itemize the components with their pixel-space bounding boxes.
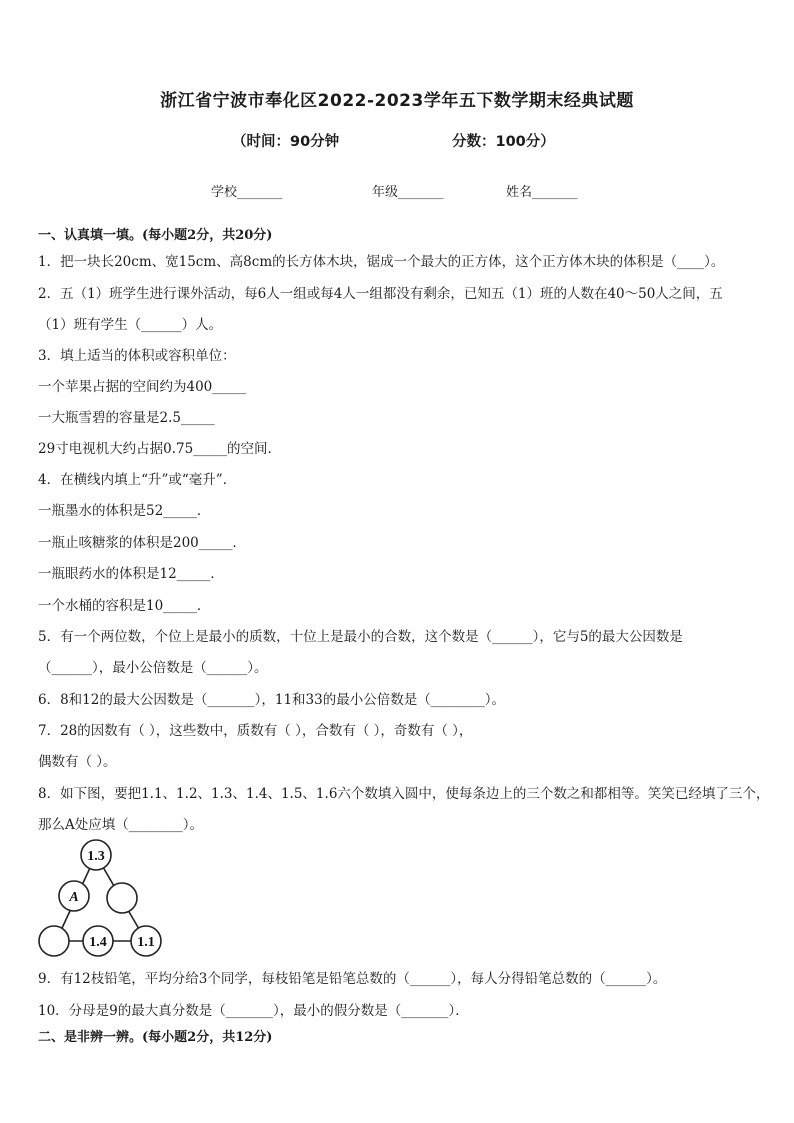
question-3-item-2: 一大瓶雪碧的容量是2.5_____	[38, 410, 215, 426]
question-10: 10．分母是9的最大真分数是（_______），最小的假分数是（_______）．	[38, 1003, 469, 1019]
question-4-item-1: 一瓶墨水的体积是52_____．	[38, 503, 211, 519]
question-4-item-2: 一瓶止咳糖浆的体积是200_____．	[38, 535, 247, 551]
section-2-heading: 二、是非辨一辨。(每小题2分，共12分)	[38, 1030, 273, 1045]
triangle-circle-diagram	[36, 838, 166, 958]
exam-score: 分数：100分）	[452, 134, 555, 150]
question-6: 6．8和12的最大公因数是（_______），11和33的最小公倍数是（________）。	[38, 692, 505, 708]
question-7-line-2: 偶数有（ ）。	[38, 754, 117, 770]
question-4-item-3: 一瓶眼药水的体积是12_____．	[38, 566, 224, 582]
label-top: 1.3	[87, 849, 105, 864]
grade-field: 年级_______	[372, 185, 444, 200]
circle-right-mid	[107, 883, 137, 913]
question-4: 4．在横线内填上“升”或“毫升”．	[38, 472, 237, 488]
circle-bottom-left	[39, 926, 69, 956]
question-1: 1．把一块长20cm、宽15cm、高8cm的长方体木块，锯成一个最大的正方体，这个正方体木块的体积是（____）。	[38, 254, 725, 270]
question-3-item-1: 一个苹果占据的空间约为400_____	[38, 379, 247, 395]
question-5-line-1: 5．有一个两位数，个位上是最小的质数，十位上是最小的合数，这个数是（______），它与5的最大公因数是	[38, 629, 683, 645]
exam-time: （时间：90分钟	[232, 134, 340, 150]
question-3: 3．填上适当的体积或容积单位：	[38, 348, 236, 364]
question-8-line-1: 8．如下图，要把1.1、1.2、1.3、1.4、1.5、1.6六个数填入圆中，使每条边上的三个数之和都相等。笑笑已经填了三个，	[38, 786, 770, 802]
question-7-line-1: 7．28的因数有（ ），这些数中，质数有（ ），合数有（ ），奇数有（ ），	[38, 723, 473, 739]
label-bottom-mid: 1.4	[89, 935, 107, 950]
label-left-mid: A	[69, 890, 79, 905]
exam-title: 浙江省宁波市奉化区2022-2023学年五下数学期末经典试题	[160, 91, 634, 111]
question-9: 9．有12枝铅笔，平均分给3个同学，每枝铅笔是铅笔总数的（______），每人分得铅笔总数的（______）。	[38, 971, 667, 987]
question-3-item-3: 29寸电视机大约占据0.75_____的空间．	[38, 441, 281, 457]
section-1-heading: 一、认真填一填。(每小题2分，共20分)	[38, 228, 273, 243]
question-8-line-2: 那么A处应填（________）。	[38, 817, 203, 833]
question-4-item-4: 一个水桶的容积是10_____．	[38, 598, 211, 614]
question-2-line-2: （1）班有学生（______）人。	[38, 317, 223, 333]
school-field: 学校_______	[211, 185, 283, 200]
question-5-line-2: （______），最小公倍数是（______）。	[38, 660, 268, 676]
question-2-line-1: 2．五（1）班学生进行课外活动，每6人一组或每4人一组都没有剩余，已知五（1）班的人数在40～50人之间，五	[38, 286, 723, 302]
label-bottom-right: 1.1	[137, 935, 155, 950]
name-field: 姓名_______	[506, 185, 578, 200]
